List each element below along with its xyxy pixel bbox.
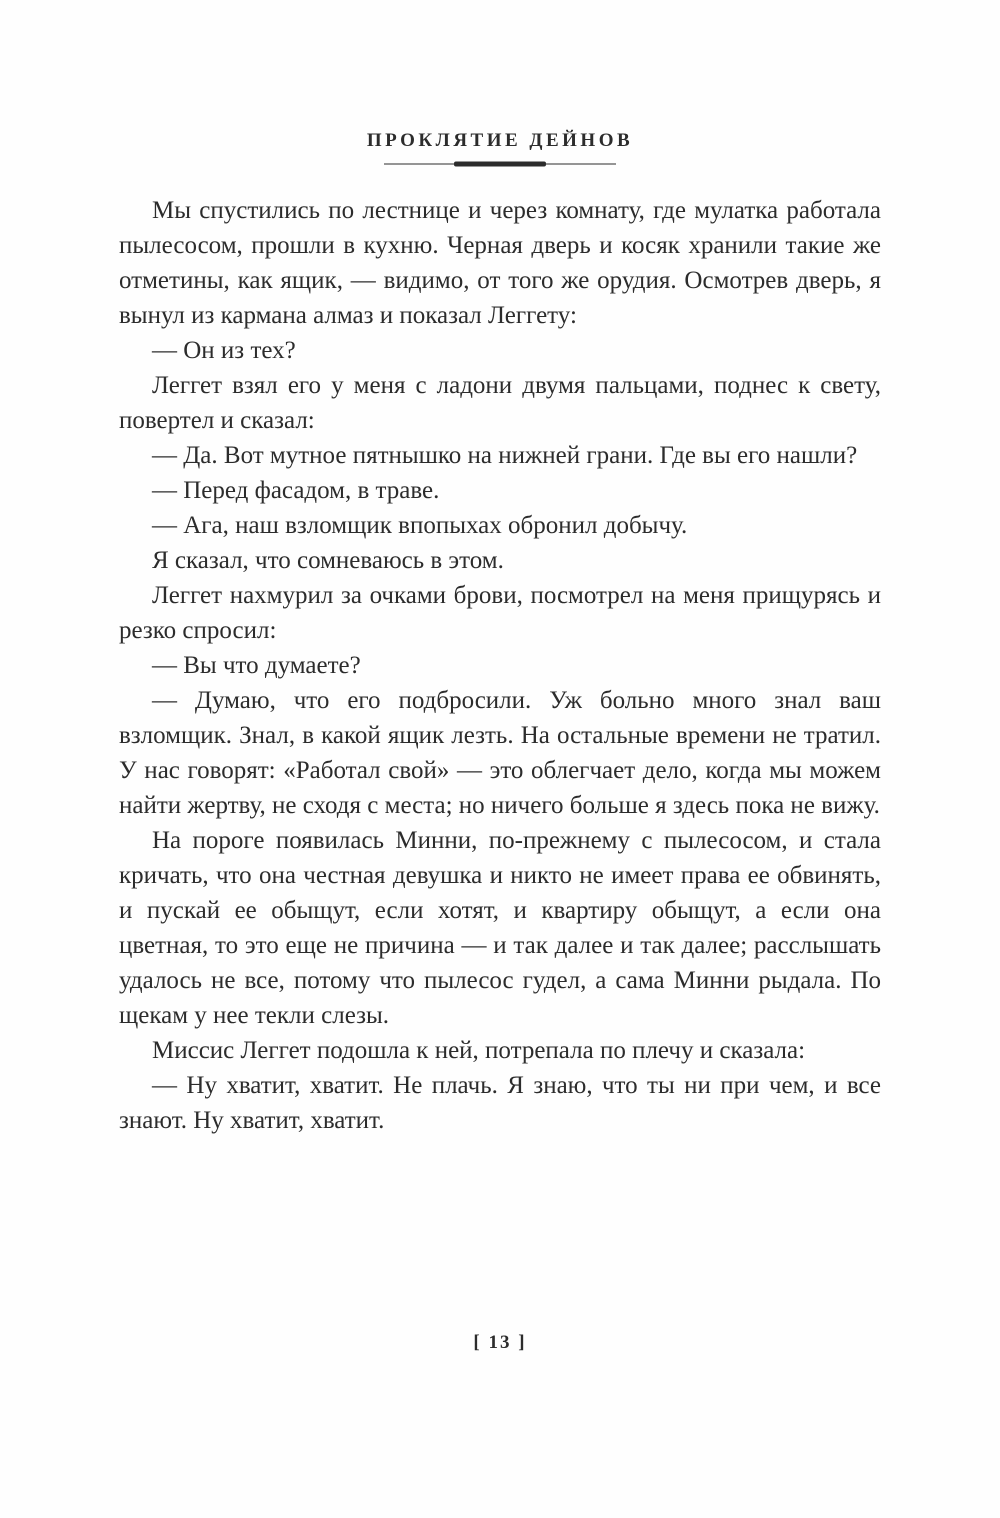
paragraph: — Ага, наш взломщик впопыхах обронил добычу. [152, 512, 688, 539]
paragraph: Леггет нахмурил за очками брови, посмотрел на меня прищурясь и резко спросил: [119, 582, 881, 644]
paragraph: — Думаю, что его подбросили. Уж больно много знал ваш взломщик. Знал, в какой ящик лезть. На остальные времени не тратил. У нас говорят: «Работал свой» — это облегчает дело, когда мы можем найти жертву, не сходя с места; но ничего больше я здесь пока не вижу. [119, 687, 881, 819]
paragraph: Леггет взял его у меня с ладони двумя пальцами, поднес к свету, повертел и сказал: [119, 372, 881, 434]
paragraph: — Перед фасадом, в траве. [152, 477, 440, 504]
paragraph: Мы спустились по лестнице и через комнату, где мулатка работала пылесосом, прошли в кухню. Черная дверь и косяк хранили такие же отметины, как ящик, — видимо, от того же орудия. Осмотрев дверь, я вынул из кармана алмаз и показал Леггету: [119, 197, 881, 329]
paragraph: — Вы что думаете? [152, 652, 361, 679]
body-text [119, 193, 881, 1138]
page-number: [ 13 ] [473, 1332, 527, 1353]
divider-thick-bar [454, 161, 546, 166]
paragraph: — Он из тех? [152, 337, 296, 364]
chapter-title: ПРОКЛЯТИЕ ДЕЙНОВ [366, 130, 634, 151]
paragraph: — Да. Вот мутное пятнышко на нижней грани. Где вы его нашли? [152, 442, 858, 469]
header-divider-ornament [384, 160, 616, 167]
paragraph: — Ну хватит, хватит. Не плачь. Я знаю, что ты ни при чем, и все знают. Ну хватит, хватит. [119, 1072, 881, 1134]
paragraph: На пороге появилась Минни, по-прежнему с пылесосом, и стала кричать, что она честная девушка и никто не имеет права ее обвинять, и пускай ее обыщут, если хотят, и квартиру обыщут, а если она цветная, то это еще не причина — и так далее и так далее; расслышать удалось не все, потому что пылесос гудел, а сама Минни рыдала. По щекам у нее текли слезы. [119, 827, 881, 1029]
running-header [0, 0, 1000, 167]
paragraph: Я сказал, что сомневаюсь в этом. [152, 547, 504, 574]
paragraph: Миссис Леггет подошла к ней, потрепала по плечу и сказала: [152, 1037, 806, 1064]
